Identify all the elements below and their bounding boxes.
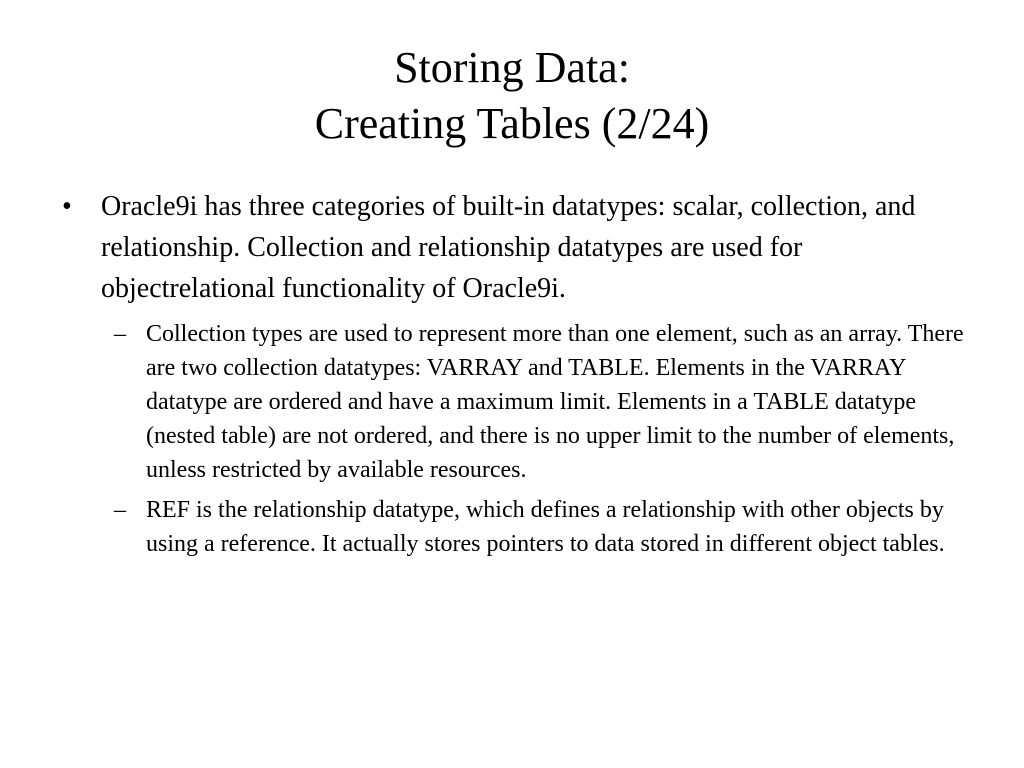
slide-title-line-1: Storing Data:	[394, 43, 630, 92]
slide-title	[0, 40, 1024, 152]
sub-bullet-item	[62, 493, 966, 561]
sub-bullet-marker: –	[114, 497, 126, 523]
bullet-marker: •	[62, 191, 72, 222]
sub-bullet-list	[62, 317, 982, 561]
slide-body	[62, 186, 982, 567]
sub-bullet-marker: –	[114, 321, 126, 347]
sub-bullet-text: Collection types are used to represent more than one element, such as an array. There are two collection datatypes: VARRAY and TABLE. Elements in the VARRAY datatype are ordered and have a maximum limit. Elements in a TABLE datatype (nested table) are not ordered, and there is no upper limit to the number of elements, unless restricted by available resources.	[146, 321, 964, 483]
slide-title-line-2: Creating Tables (2/24)	[314, 99, 710, 148]
sub-bullet-item	[62, 317, 966, 487]
bullet-text: Oracle9i has three categories of built-in datatypes: scalar, collection, and relationship. Collection and relationship datatypes are used for objectrelational functionality of Oracle9i.	[101, 191, 916, 304]
sub-bullet-text: REF is the relationship datatype, which defines a relationship with other objects by using a reference. It actually stores pointers to data stored in different object tables.	[146, 497, 945, 557]
bullet-item	[62, 186, 982, 309]
